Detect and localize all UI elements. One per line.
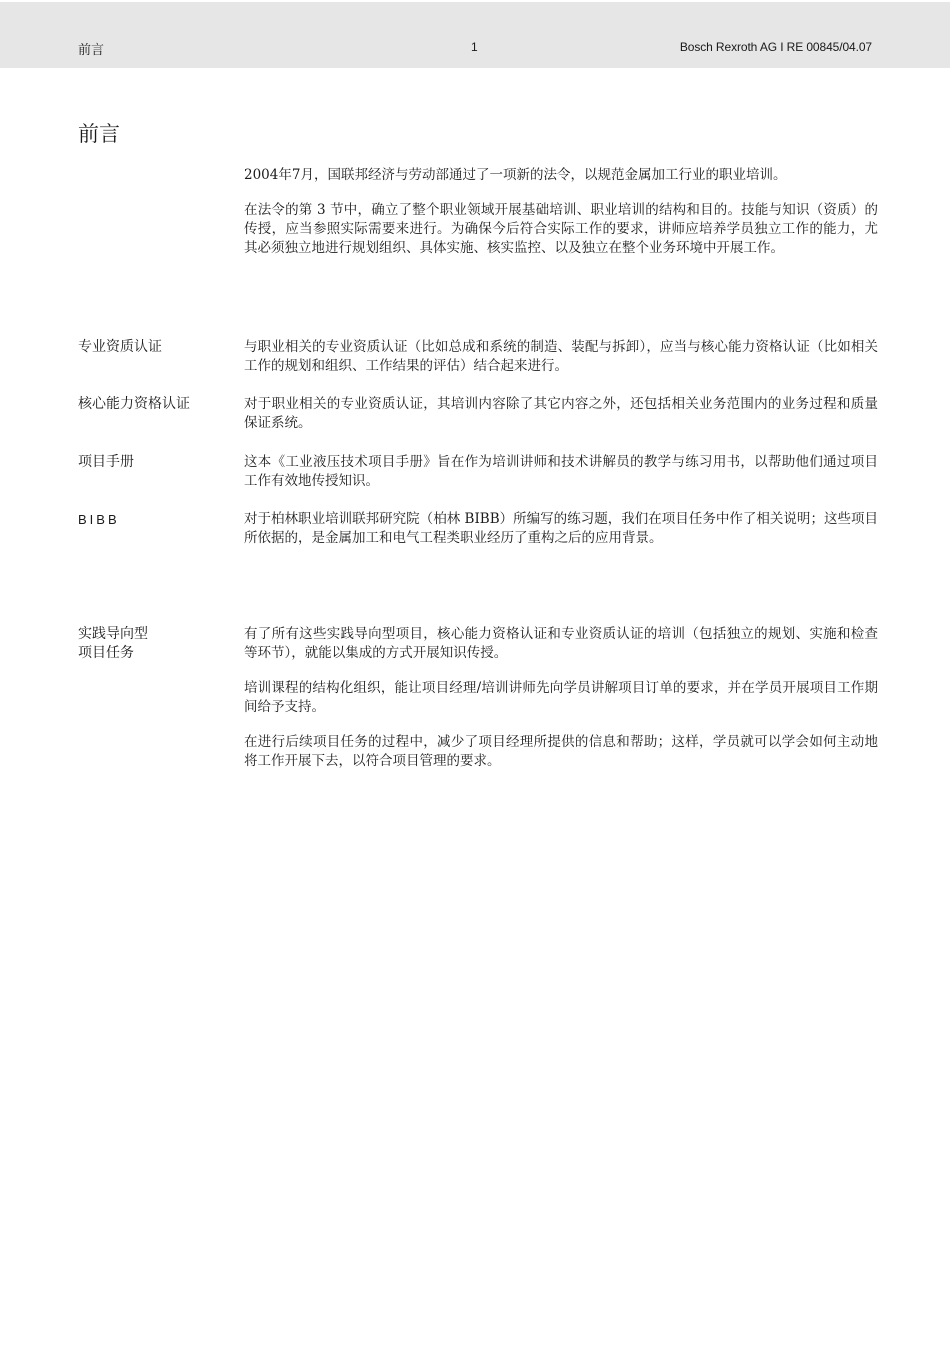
header-publisher: Bosch Rexroth AG I RE 00845/04.07 — [679, 40, 872, 54]
page-title: 前言 — [78, 122, 120, 146]
section-label: 核心能力资格认证 — [78, 396, 190, 412]
section-paragraph: 培训课程的结构化组织，能让项目经理/培训讲师先向学员讲解项目订单的要求，并在学员开展项目工作期间给予支持。 — [244, 680, 878, 715]
section-paragraph: 在进行后续项目任务的过程中，减少了项目经理所提供的信息和帮助；这样，学员就可以学会如何主动地将工作开展下去，以符合项目管理的要求。 — [244, 734, 878, 769]
section-label: BIBB — [78, 512, 120, 527]
section-paragraph: 对于职业相关的专业资质认证，其培训内容除了其它内容之外，还包括相关业务范围内的业务过程和质量保证系统。 — [244, 396, 878, 431]
section-label: 专业资质认证 — [78, 339, 162, 355]
page-header — [0, 2, 950, 68]
section-paragraph: 对于柏林职业培训联邦研究院（柏林 BIBB）所编写的练习题，我们在项目任务中作了相关说明；这些项目所依据的，是金属加工和电气工程类职业经历了重构之后的应用背景。 — [244, 511, 878, 546]
intro-paragraph: 在法令的第 3 节中，确立了整个职业领域开展基础培训、职业培训的结构和目的。技能与知识（资质）的传授，应当参照实际需要来进行。为确保今后符合实际工作的要求，讲师应培养学员独立工作的能力，尤其必须独立地进行规划组织、具体实施、核实监控、以及独立在整个业务环境中开展工作。 — [244, 202, 878, 256]
section-paragraph: 有了所有这些实践导向型项目，核心能力资格认证和专业资质认证的培训（包括独立的规划、实施和检查等环节），就能以集成的方式开展知识传授。 — [244, 626, 878, 661]
section-label: 实践导向型 项目任务 — [78, 626, 148, 661]
section-paragraph: 这本《工业液压技术项目手册》旨在作为培训讲师和技术讲解员的教学与练习用书，以帮助他们通过项目工作有效地传授知识。 — [244, 454, 878, 489]
intro-paragraph: 2004年7月，国联邦经济与劳动部通过了一项新的法令，以规范金属加工行业的职业培训。 — [244, 167, 787, 183]
header-page-number: 1 — [471, 40, 478, 54]
section-label: 项目手册 — [78, 454, 134, 470]
section-paragraph: 与职业相关的专业资质认证（比如总成和系统的制造、装配与拆卸），应当与核心能力资格认证（比如相关工作的规划和组织、工作结果的评估）结合起来进行。 — [244, 339, 878, 374]
header-section-name: 前言 — [78, 43, 105, 58]
